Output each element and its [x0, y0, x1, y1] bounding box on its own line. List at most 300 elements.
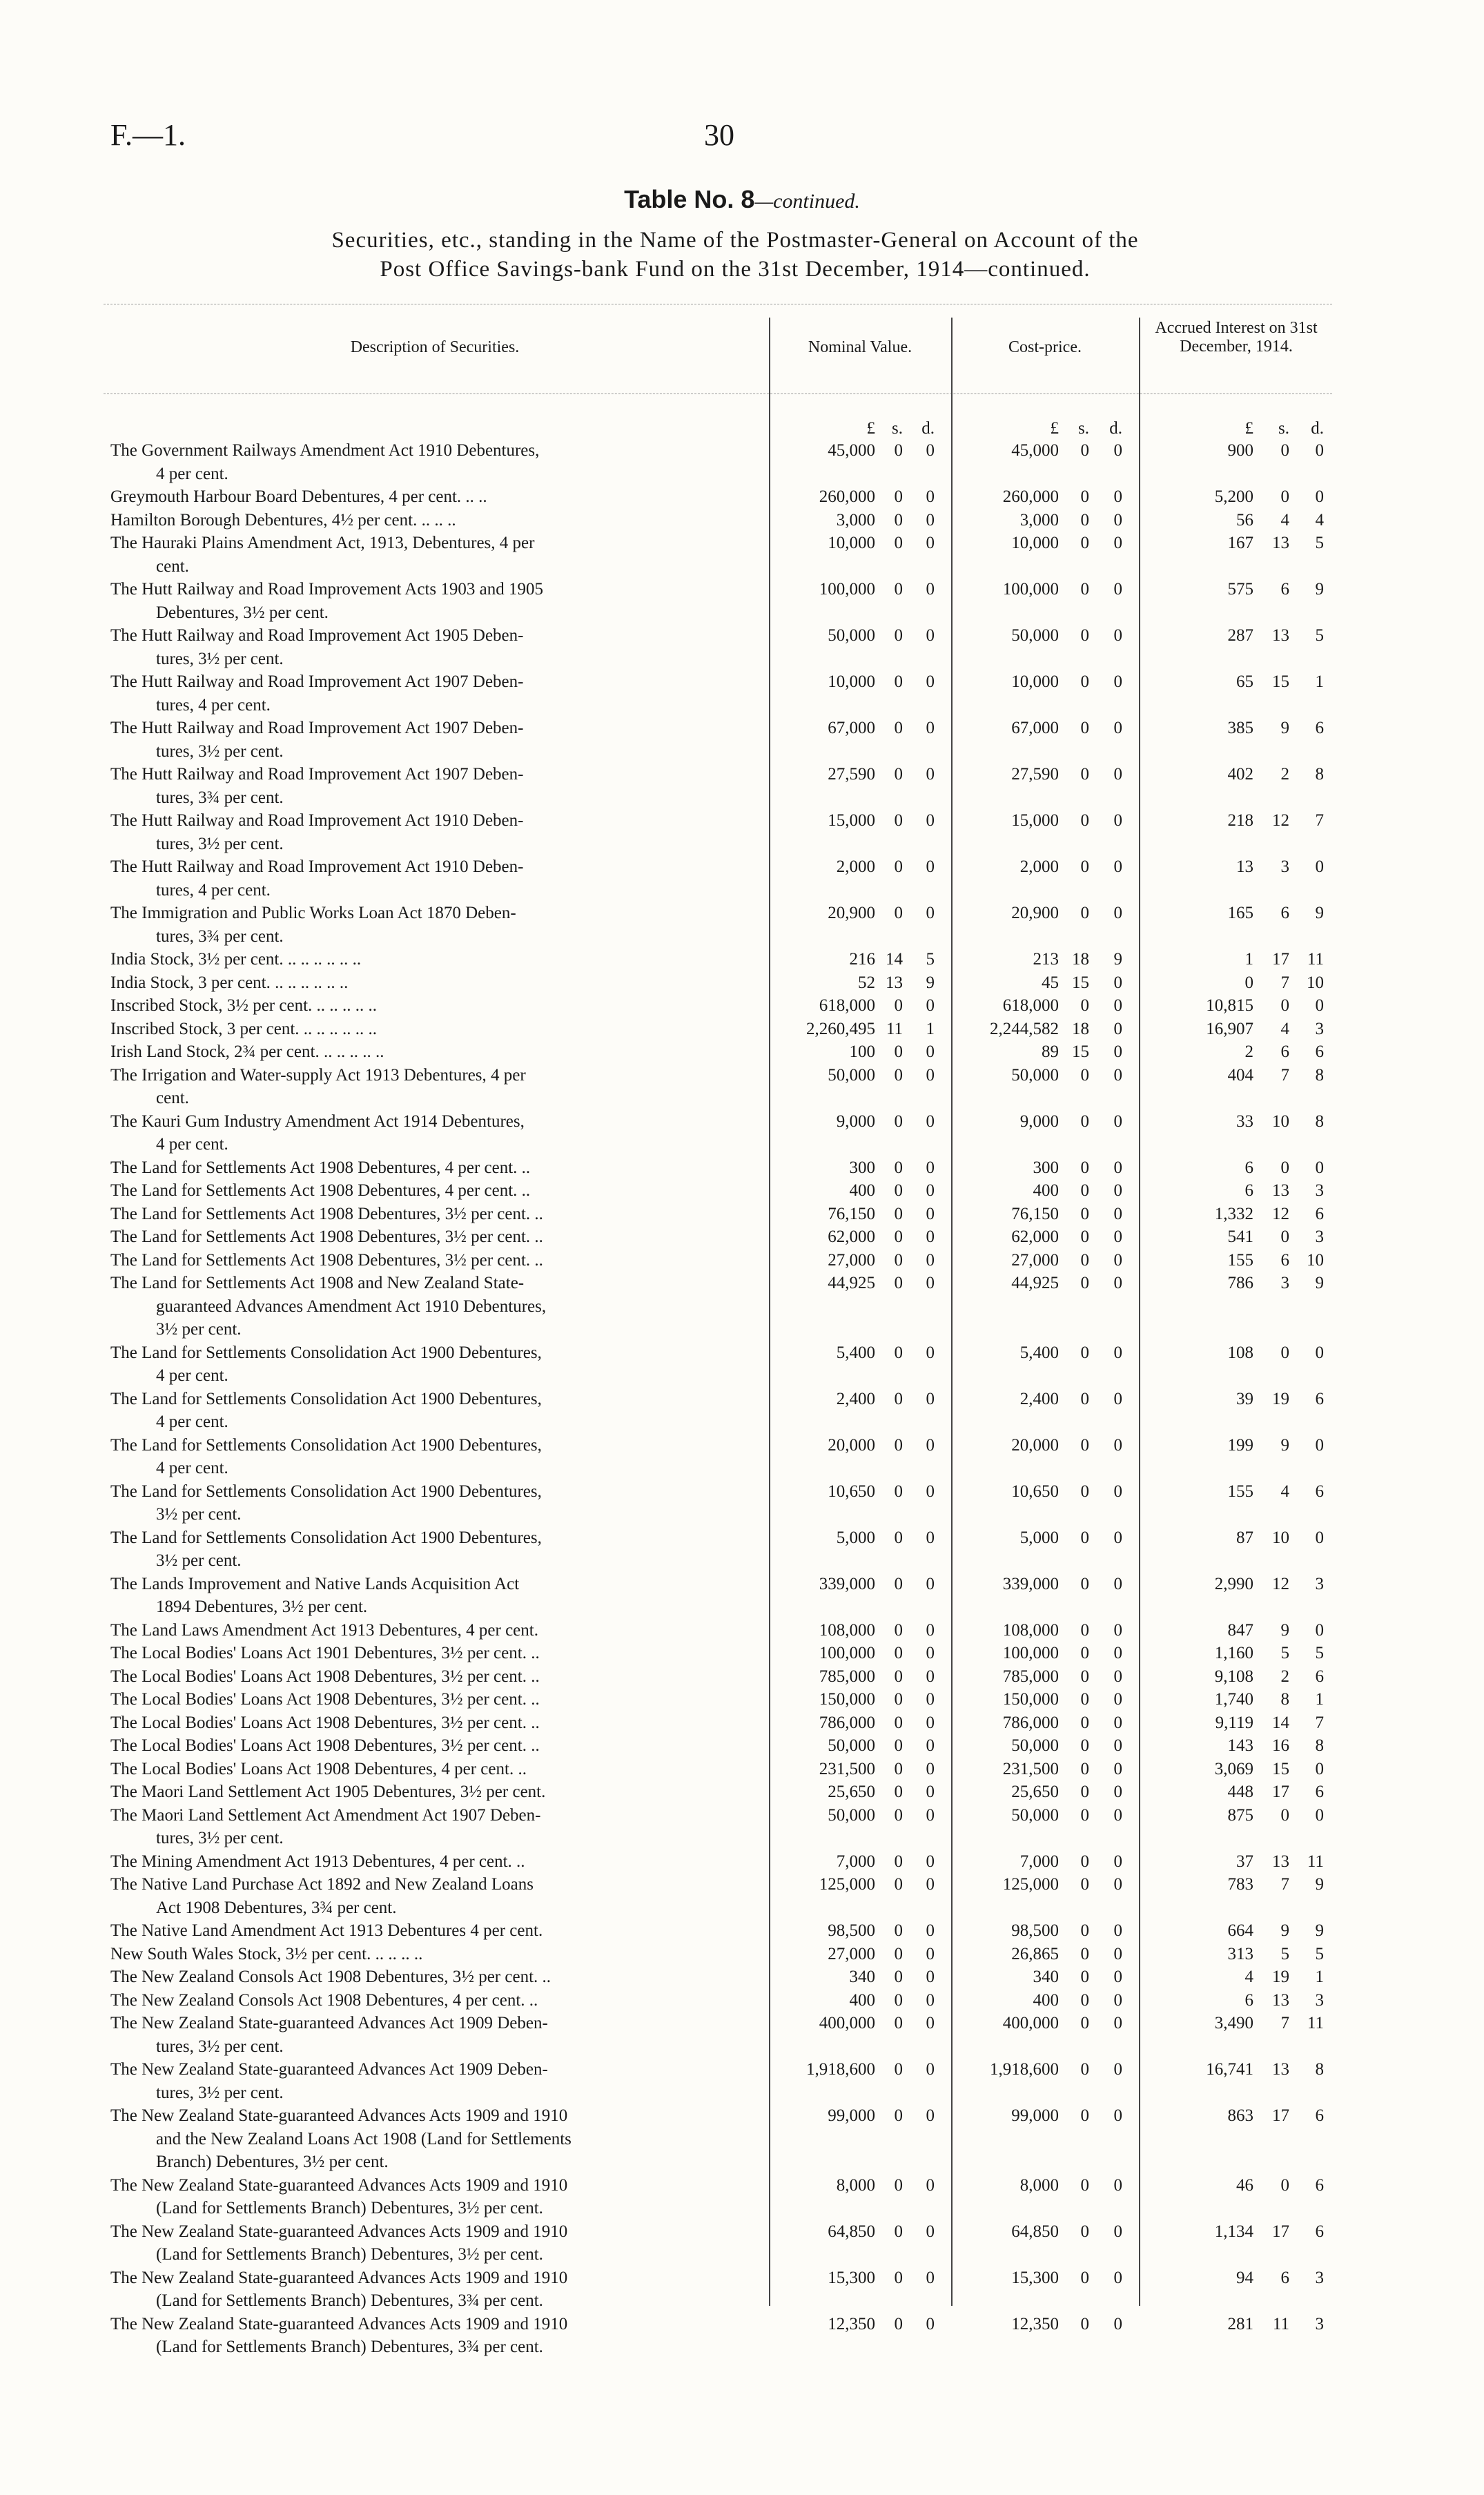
accrued-pounds: 39	[1236, 1389, 1253, 1408]
accrued-pence: 9	[1315, 580, 1324, 599]
security-description	[110, 1110, 766, 1156]
accrued-shillings: 16	[1272, 1736, 1289, 1755]
accrued-pounds: 6	[1244, 1158, 1253, 1177]
accrued-shillings: 15	[1272, 672, 1289, 691]
nominal-pence: 0	[926, 1181, 935, 1200]
description-line-2: tures, 3½ per cent.	[156, 1829, 284, 1847]
security-description	[110, 1804, 766, 1850]
security-description	[110, 1619, 766, 1642]
cost-pence: 0	[1113, 1620, 1122, 1640]
accrued-pence: 6	[1315, 1482, 1324, 1501]
security-description	[110, 1780, 766, 1804]
accrued-pounds: 16,741	[1206, 2060, 1253, 2079]
security-description	[110, 1249, 766, 1272]
nominal-shillings: 0	[894, 1250, 903, 1270]
nominal-pounds: 27,000	[828, 1250, 875, 1270]
nominal-shillings: 0	[894, 1759, 903, 1778]
nominal-pounds: 10,000	[828, 534, 875, 552]
description-line-1: The Land for Settlements Consolidation Act 1900 Debentures,	[110, 1528, 542, 1547]
accrued-pence: 3	[1315, 1019, 1324, 1038]
description-line-1: The New Zealand Consols Act 1908 Debentures, 4 per cent. ..	[110, 1990, 538, 2010]
nominal-pence: 0	[926, 2175, 935, 2195]
description-line-1: The Land for Settlements Consolidation Act 1900 Debentures,	[110, 1435, 542, 1455]
nominal-pence: 0	[926, 1644, 935, 1662]
cost-shillings: 0	[1080, 1921, 1089, 1940]
nominal-pence: 0	[926, 1574, 935, 1593]
security-description	[110, 1989, 766, 2012]
security-description	[110, 624, 766, 670]
nominal-pence: 0	[926, 1204, 935, 1223]
cost-pounds: 89	[1042, 1042, 1059, 1061]
cost-shillings: 0	[1080, 719, 1089, 737]
nominal-pounds: 2,260,495	[806, 1019, 875, 1038]
accrued-pounds: 10,815	[1206, 996, 1253, 1015]
accrued-pence: 0	[1315, 1528, 1324, 1547]
security-description	[110, 1665, 766, 1689]
accrued-pence: 6	[1315, 1783, 1324, 1801]
nominal-pounds: 10,000	[828, 672, 875, 691]
accrued-shillings: 11	[1272, 2314, 1289, 2333]
nominal-pounds: 7,000	[836, 1852, 875, 1871]
security-description	[110, 1734, 766, 1758]
cost-shillings: 0	[1080, 1968, 1089, 1986]
description-line-2: tures, 3¾ per cent.	[156, 788, 284, 807]
security-description	[110, 2220, 766, 2266]
nominal-pounds: 98,500	[828, 1921, 875, 1940]
accrued-pence: 6	[1315, 719, 1324, 737]
accrued-shillings: 17	[1272, 2106, 1289, 2125]
cost-shillings: 0	[1080, 1620, 1089, 1640]
cost-pounds: 3,000	[1019, 510, 1059, 530]
description-line-1: The New Zealand State-guaranteed Advances Acts 1909 and 1910	[110, 2175, 568, 2195]
cost-pounds: 10,000	[1011, 534, 1059, 552]
accrued-pence-unit: d.	[1311, 419, 1324, 438]
security-description	[110, 1480, 766, 1526]
cost-pounds: 76,150	[1011, 1204, 1059, 1223]
cost-shillings: 0	[1080, 2222, 1089, 2241]
cost-shillings: 0	[1080, 1852, 1089, 1871]
accrued-pounds: 167	[1227, 534, 1253, 552]
cost-pence: 0	[1113, 1250, 1122, 1270]
nominal-pence: 0	[926, 1968, 935, 1986]
security-description	[110, 485, 766, 509]
description-line-1: The Land for Settlements Act 1908 Debentures, 3½ per cent. ..	[110, 1204, 543, 1223]
accrued-shillings: 9	[1280, 1435, 1289, 1455]
nominal-pounds: 2,400	[836, 1389, 875, 1408]
cost-pounds: 260,000	[1002, 487, 1059, 506]
accrued-shillings: 5	[1280, 1944, 1289, 1963]
nominal-pence: 0	[926, 2222, 935, 2241]
accrued-pounds: 65	[1236, 672, 1253, 691]
nominal-pence: 0	[926, 1852, 935, 1871]
security-description	[110, 1064, 766, 1110]
cost-pence: 0	[1113, 1574, 1122, 1593]
accrued-pounds: 218	[1227, 811, 1253, 830]
nominal-pounds: 150,000	[819, 1690, 875, 1709]
cost-pounds: 125,000	[1002, 1875, 1059, 1894]
cost-pence: 0	[1113, 2060, 1122, 2079]
description-line-2: guaranteed Advances Amendment Act 1910 Debentures,	[156, 1297, 547, 1316]
cost-pence: 0	[1113, 1968, 1122, 1986]
cost-pence: 0	[1113, 1111, 1122, 1131]
cost-pence: 0	[1113, 487, 1122, 506]
nominal-shillings: 0	[894, 1435, 903, 1455]
table-title	[0, 185, 1484, 214]
nominal-pence: 0	[926, 1690, 935, 1709]
nominal-pence: 0	[926, 580, 935, 599]
nominal-shillings: 0	[894, 1227, 903, 1246]
nominal-pence: 0	[926, 2060, 935, 2079]
accrued-shillings: 6	[1280, 904, 1289, 922]
accrued-pounds: 875	[1227, 1805, 1253, 1825]
accrued-pence: 0	[1315, 1343, 1324, 1362]
cost-shillings: 0	[1080, 1204, 1089, 1223]
nominal-pence: 0	[926, 2106, 935, 2125]
description-line-1: The Local Bodies' Loans Act 1908 Debentures, 3½ per cent. ..	[110, 1736, 540, 1755]
security-description	[110, 1526, 766, 1573]
security-description	[110, 1688, 766, 1711]
nominal-pounds: 15,300	[828, 2268, 875, 2287]
accrued-pounds: 165	[1227, 904, 1253, 922]
cost-pounds: 99,000	[1011, 2106, 1059, 2125]
description-line-1: The Hutt Railway and Road Improvement Acts 1903 and 1905	[110, 580, 543, 599]
description-line-2: tures, 4 per cent.	[156, 880, 271, 900]
description-line-2: (Land for Settlements Branch) Debentures, 3¾ per cent.	[156, 2291, 543, 2310]
nominal-pounds: 9,000	[836, 1111, 875, 1131]
accrued-pounds: 5,200	[1214, 487, 1253, 506]
cost-shillings: 0	[1080, 1227, 1089, 1246]
cost-shillings: 0	[1080, 1389, 1089, 1408]
nominal-pence: 0	[926, 1921, 935, 1940]
accrued-shillings: 13	[1272, 534, 1289, 552]
security-description	[110, 1388, 766, 1434]
cost-pence: 0	[1113, 765, 1122, 784]
nominal-pounds: 20,000	[828, 1435, 875, 1455]
accrued-pounds: 108	[1227, 1343, 1253, 1362]
cost-pence: 0	[1113, 1690, 1122, 1709]
cost-shillings: 0	[1080, 534, 1089, 552]
nominal-shillings: 11	[886, 1019, 903, 1038]
accrued-pence: 0	[1315, 1805, 1324, 1825]
nominal-pounds: 125,000	[819, 1875, 875, 1894]
nominal-pounds: 50,000	[828, 1805, 875, 1825]
nominal-pounds: 400,000	[819, 2014, 875, 2032]
accrued-pence: 3	[1315, 1227, 1324, 1246]
cost-pounds: 339,000	[1002, 1574, 1059, 1593]
nominal-pence: 0	[926, 2314, 935, 2333]
nominal-pence: 0	[926, 1713, 935, 1732]
description-line-1: The Irrigation and Water-supply Act 1913 Debentures, 4 per	[110, 1065, 526, 1085]
cost-pounds: 64,850	[1011, 2222, 1059, 2241]
security-description	[110, 1018, 766, 1041]
cost-shillings: 0	[1080, 1783, 1089, 1801]
cost-pounds: 1,918,600	[990, 2060, 1059, 2079]
nominal-shilling-unit: s.	[892, 419, 903, 438]
accrued-pence: 5	[1315, 1944, 1324, 1963]
accrued-pounds: 2,990	[1214, 1574, 1253, 1593]
description-line-2: tures, 4 per cent.	[156, 695, 271, 715]
description-line-1: The Local Bodies' Loans Act 1901 Debentures, 3½ per cent. ..	[110, 1644, 540, 1662]
security-description	[110, 1758, 766, 1781]
cost-pounds: 5,400	[1019, 1343, 1059, 1362]
accrued-pence: 7	[1315, 1713, 1324, 1732]
accrued-pence: 8	[1315, 2060, 1324, 2079]
accrued-shillings: 4	[1280, 510, 1289, 530]
cost-pound-unit: £	[1050, 419, 1059, 438]
cost-pounds: 5,000	[1019, 1528, 1059, 1547]
cost-pounds: 45,000	[1011, 441, 1059, 460]
accrued-pounds: 287	[1227, 626, 1253, 645]
cost-pounds: 50,000	[1011, 1805, 1059, 1825]
nominal-shillings: 0	[894, 1690, 903, 1709]
nominal-pence: 0	[926, 1990, 935, 2010]
accrued-shillings: 2	[1280, 765, 1289, 784]
accrued-pence: 3	[1315, 2268, 1324, 2287]
description-line-1: The Hutt Railway and Road Improvement Act 1910 Deben-	[110, 857, 524, 876]
accrued-pence: 6	[1315, 2222, 1324, 2241]
nominal-pence: 0	[926, 1250, 935, 1270]
description-line-1: The Land for Settlements Consolidation Act 1900 Debentures,	[110, 1343, 542, 1362]
accrued-shillings: 6	[1280, 1042, 1289, 1061]
cost-pence: 0	[1113, 441, 1122, 460]
accrued-pence: 5	[1315, 534, 1324, 552]
cost-shillings: 0	[1080, 2175, 1089, 2195]
cost-pounds: 150,000	[1002, 1690, 1059, 1709]
accrued-pence: 11	[1307, 2014, 1324, 2032]
accrued-pounds: 385	[1227, 719, 1253, 737]
security-description	[110, 1873, 766, 1919]
accrued-shillings: 5	[1280, 1644, 1289, 1662]
cost-pence: 0	[1113, 1482, 1122, 1501]
accrued-pence: 0	[1315, 1158, 1324, 1177]
cost-shillings: 0	[1080, 857, 1089, 876]
nominal-shillings: 0	[894, 2175, 903, 2195]
cost-shillings: 0	[1080, 1736, 1089, 1755]
accrued-pence: 11	[1307, 950, 1324, 969]
nominal-pounds: 15,000	[828, 811, 875, 830]
nominal-pence: 9	[926, 973, 935, 992]
description-line-1: The Hutt Railway and Road Improvement Act 1905 Deben-	[110, 626, 524, 645]
cost-shillings: 0	[1080, 1528, 1089, 1547]
description-line-1: The Hauraki Plains Amendment Act, 1913, Debentures, 4 per	[110, 534, 535, 552]
accrued-pounds: 1	[1244, 950, 1253, 969]
description-line-3: Branch) Debentures, 3½ per cent.	[156, 2153, 389, 2171]
cost-pence-unit: d.	[1109, 419, 1122, 438]
cost-pence: 0	[1113, 1181, 1122, 1200]
cost-pounds: 26,865	[1011, 1944, 1059, 1963]
column-divider-3	[1139, 318, 1140, 2306]
security-description	[110, 1203, 766, 1226]
accrued-shillings: 6	[1280, 1250, 1289, 1270]
cost-pence: 0	[1113, 1644, 1122, 1662]
nominal-shillings: 0	[894, 765, 903, 784]
nominal-shillings: 0	[894, 2314, 903, 2333]
description-line-1: The Maori Land Settlement Act Amendment Act 1907 Deben-	[110, 1805, 541, 1825]
nominal-pounds: 1,918,600	[806, 2060, 875, 2079]
accrued-pounds: 575	[1227, 580, 1253, 599]
cost-pence: 0	[1113, 1065, 1122, 1085]
security-description	[110, 578, 766, 624]
accrued-pounds: 94	[1236, 2268, 1253, 2287]
accrued-pounds: 87	[1236, 1528, 1253, 1547]
description-line-1: The New Zealand State-guaranteed Advances Acts 1909 and 1910	[110, 2222, 568, 2241]
nominal-pence: 0	[926, 441, 935, 460]
nominal-pounds: 300	[849, 1158, 875, 1177]
accrued-shillings: 6	[1280, 580, 1289, 599]
accrued-pence: 0	[1315, 857, 1324, 876]
nominal-shillings: 0	[894, 1042, 903, 1061]
description-line-2: tures, 3½ per cent.	[156, 741, 284, 761]
nominal-shillings: 0	[894, 1065, 903, 1085]
cost-pence: 0	[1113, 1204, 1122, 1223]
description-line-1: The Hutt Railway and Road Improvement Act 1910 Deben-	[110, 811, 524, 830]
description-line-1: India Stock, 3½ per cent. .. .. .. .. .. ..	[110, 950, 362, 969]
accrued-pounds: 900	[1227, 441, 1253, 460]
description-line-1: The Land for Settlements Act 1908 Debentures, 3½ per cent. ..	[110, 1227, 543, 1246]
nominal-pounds: 400	[849, 1181, 875, 1200]
accrued-pounds: 56	[1236, 510, 1253, 530]
cost-pounds: 44,925	[1011, 1274, 1059, 1292]
nominal-pence: 0	[926, 1944, 935, 1963]
description-line-1: The Land Laws Amendment Act 1913 Debentures, 4 per cent.	[110, 1620, 538, 1640]
nominal-shillings: 0	[894, 1274, 903, 1292]
nominal-pence: 0	[926, 1620, 935, 1640]
nominal-pounds: 340	[849, 1968, 875, 1986]
description-line-1: The Hutt Railway and Road Improvement Act 1907 Deben-	[110, 719, 524, 737]
nominal-pence: 0	[926, 904, 935, 922]
cost-shillings: 0	[1080, 1111, 1089, 1131]
nominal-pounds: 3,000	[836, 510, 875, 530]
accrued-shillings: 17	[1272, 1783, 1289, 1801]
nominal-pence-unit: d.	[921, 419, 935, 438]
security-description	[110, 2058, 766, 2104]
nominal-shillings: 0	[894, 1111, 903, 1131]
description-line-1: The Land for Settlements Act 1908 Debentures, 3½ per cent. ..	[110, 1250, 543, 1270]
cost-pounds: 50,000	[1011, 1065, 1059, 1085]
nominal-pence: 0	[926, 1435, 935, 1455]
nominal-shillings: 0	[894, 811, 903, 830]
nominal-pounds: 12,350	[828, 2314, 875, 2333]
cost-shillings: 0	[1080, 626, 1089, 645]
nominal-pence: 0	[926, 1805, 935, 1825]
cost-pounds: 7,000	[1019, 1852, 1059, 1871]
cost-shillings: 18	[1072, 1019, 1089, 1038]
description-line-1: The Native Land Purchase Act 1892 and New Zealand Loans	[110, 1875, 534, 1894]
security-description	[110, 809, 766, 855]
nominal-shillings: 0	[894, 2014, 903, 2032]
description-line-3: 3½ per cent.	[156, 1320, 242, 1339]
cost-shillings: 0	[1080, 672, 1089, 691]
accrued-shillings: 7	[1280, 2014, 1289, 2032]
cost-shillings: 18	[1072, 950, 1089, 969]
accrued-pounds: 783	[1227, 1875, 1253, 1894]
cost-pence: 0	[1113, 973, 1122, 992]
nominal-shillings: 0	[894, 672, 903, 691]
nominal-pence: 0	[926, 1158, 935, 1177]
cost-pence: 0	[1113, 1435, 1122, 1455]
nominal-shillings: 0	[894, 857, 903, 876]
nominal-pounds: 76,150	[828, 1204, 875, 1223]
security-description	[110, 532, 766, 578]
security-description	[110, 2174, 766, 2220]
accrued-pence: 5	[1315, 626, 1324, 645]
accrued-pence: 6	[1315, 2175, 1324, 2195]
security-description	[110, 509, 766, 532]
accrued-shillings: 7	[1280, 1065, 1289, 1085]
nominal-shillings: 0	[894, 904, 903, 922]
description-line-2: (Land for Settlements Branch) Debentures, 3½ per cent.	[156, 2199, 543, 2217]
nominal-shillings: 0	[894, 534, 903, 552]
nominal-pounds: 62,000	[828, 1227, 875, 1246]
accrued-shillings: 13	[1272, 626, 1289, 645]
description-line-1: Inscribed Stock, 3 per cent. .. .. .. .. .. ..	[110, 1019, 378, 1038]
cost-pence: 0	[1113, 1389, 1122, 1408]
cost-pounds: 100,000	[1002, 1644, 1059, 1662]
accrued-pence: 0	[1315, 1435, 1324, 1455]
security-description	[110, 2266, 766, 2313]
accrued-shillings: 17	[1272, 950, 1289, 969]
accrued-pounds: 13	[1236, 857, 1253, 876]
accrued-pound-unit: £	[1244, 419, 1253, 438]
accrued-shillings: 13	[1272, 1181, 1289, 1200]
accrued-shillings: 13	[1272, 2060, 1289, 2079]
column-divider-2	[951, 318, 953, 2306]
nominal-shillings: 0	[894, 1574, 903, 1593]
nominal-pence: 1	[926, 1019, 935, 1038]
document-reference: F.—1.	[110, 118, 186, 152]
security-description	[110, 1156, 766, 1180]
cost-pence: 0	[1113, 2014, 1122, 2032]
nominal-pounds: 231,500	[819, 1759, 875, 1778]
accrued-pence: 3	[1315, 1574, 1324, 1593]
accrued-shillings: 19	[1272, 1968, 1289, 1986]
nominal-shillings: 0	[894, 1644, 903, 1662]
description-line-2: tures, 3½ per cent.	[156, 2083, 284, 2102]
accrued-pence: 10	[1307, 1250, 1324, 1270]
cost-pence: 0	[1113, 1713, 1122, 1732]
accrued-pounds: 0	[1244, 973, 1253, 992]
accrued-pounds: 9,108	[1214, 1667, 1253, 1686]
description-line-2: tures, 3½ per cent.	[156, 649, 284, 668]
subtitle-line-1: Securities, etc., standing in the Name of the Postmaster-General on Account of the	[331, 228, 1139, 253]
accrued-pence: 9	[1315, 1921, 1324, 1940]
cost-shillings: 0	[1080, 765, 1089, 784]
accrued-pounds: 313	[1227, 1944, 1253, 1963]
cost-shillings: 0	[1080, 996, 1089, 1015]
description-line-1: The Lands Improvement and Native Lands Acquisition Act	[110, 1574, 520, 1593]
cost-pounds: 62,000	[1011, 1227, 1059, 1246]
accrued-shillings: 0	[1280, 1227, 1289, 1246]
nominal-pence: 0	[926, 1875, 935, 1894]
nominal-pounds: 44,925	[828, 1274, 875, 1292]
description-line-1: Inscribed Stock, 3½ per cent. .. .. .. .. ..	[110, 996, 378, 1015]
security-description	[110, 439, 766, 485]
description-line-2: Act 1908 Debentures, 3¾ per cent.	[156, 1898, 397, 1917]
security-description	[110, 1040, 766, 1064]
description-line-2: 1894 Debentures, 3½ per cent.	[156, 1598, 368, 1616]
cost-pence: 0	[1113, 534, 1122, 552]
description-line-1: The Land for Settlements Act 1908 Debentures, 4 per cent. ..	[110, 1181, 531, 1200]
description-line-1: The Local Bodies' Loans Act 1908 Debentures, 3½ per cent. ..	[110, 1713, 540, 1732]
nominal-shillings: 0	[894, 626, 903, 645]
accrued-pence: 8	[1315, 1065, 1324, 1085]
nominal-shillings: 0	[894, 1620, 903, 1640]
cost-shillings: 0	[1080, 487, 1089, 506]
description-line-2: 4 per cent.	[156, 1135, 228, 1154]
accrued-pence: 0	[1315, 1759, 1324, 1778]
cost-pence: 0	[1113, 2222, 1122, 2241]
security-description	[110, 855, 766, 902]
